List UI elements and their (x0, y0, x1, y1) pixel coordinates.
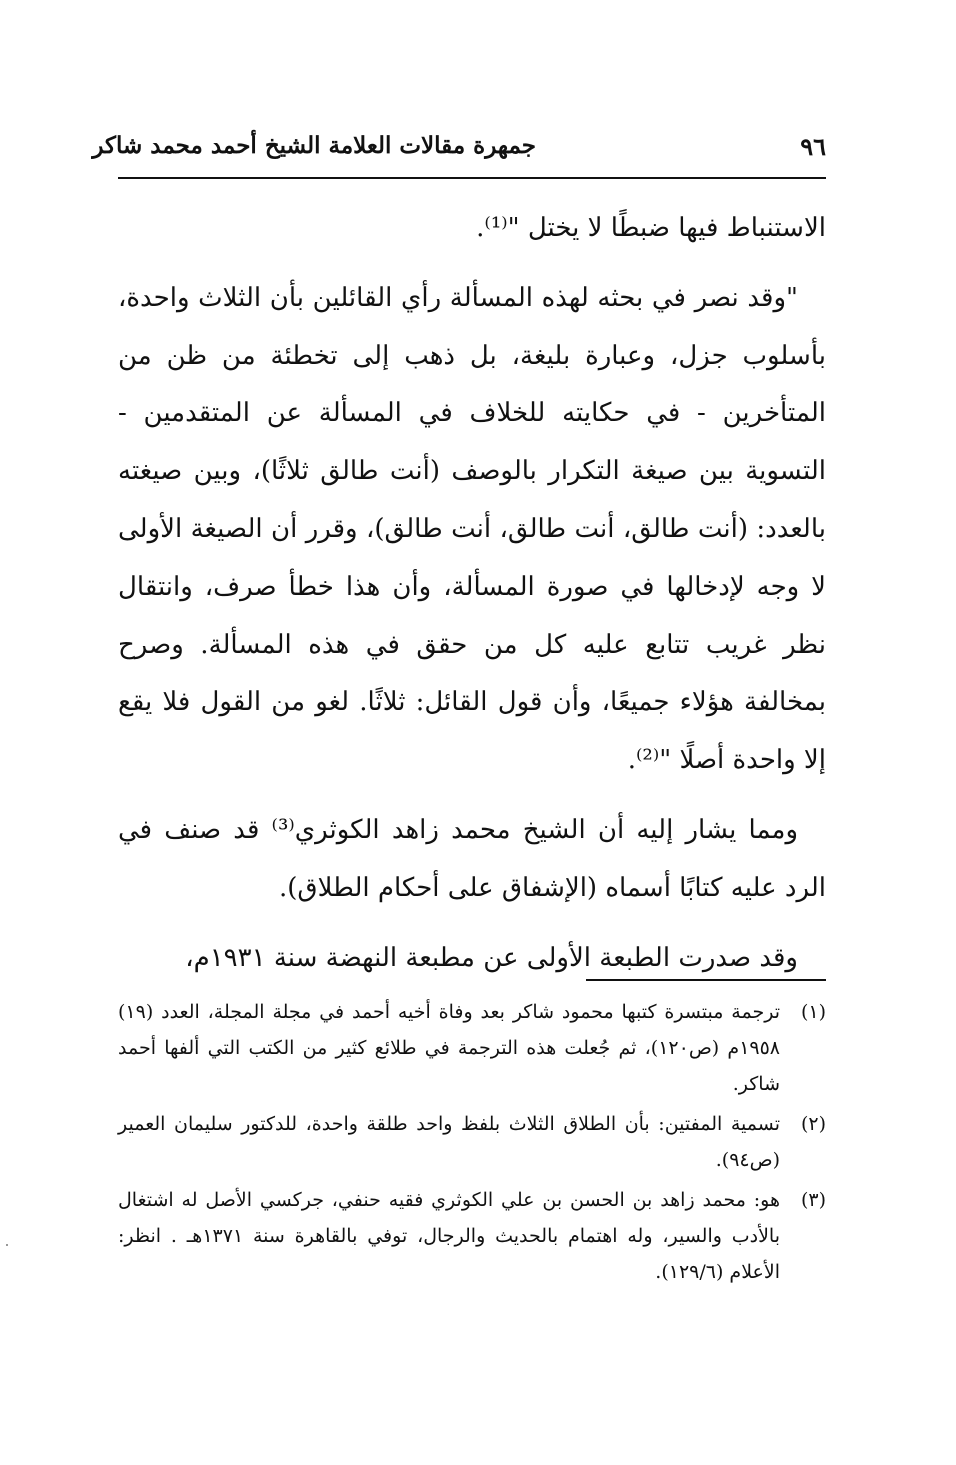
footnote-marker: (١) (800, 1001, 826, 1023)
book-page (92, 0, 826, 1465)
footnote-1 (118, 994, 826, 1102)
footnote-3 (118, 1182, 826, 1290)
paragraph-4: وقد صدرت الطبعة الأولى عن مطبعة النهضة سنة ١٩٣١م، (185, 942, 798, 973)
footnote-text: ترجمة مبتسرة كتبها محمود شاكر بعد وفاة أخيه أحمد في مجلة المجلة، العدد (١٩) ١٩٥٨م (ص١٢٠)، ثم جُعلت هذه الترجمة في طلائع كثير من الكتب التي ألفها أحمد شاكر. (118, 1001, 781, 1095)
header-rule (118, 177, 826, 179)
footnotes (118, 994, 826, 1294)
page-header (92, 128, 826, 172)
footnote-marker: (٣) (800, 1189, 826, 1211)
footnote-separator (586, 979, 826, 981)
body-text (118, 200, 826, 987)
footnote-text: تسمية المفتين: بأن الطلاق الثلاث بلفظ واحد طلقة واحدة، للدكتور سليمان العمير (ص٩٤). (118, 1113, 780, 1171)
running-title: جمهرة مقالات العلامة الشيخ أحمد محمد شاكر (92, 132, 536, 159)
footnote-2 (118, 1106, 826, 1178)
footnote-text: هو: محمد زاهد بن الحسن بن علي الكوثري فقيه حنفي، جركسي الأصل له اشتغال بالأدب والسير، وله اهتمام بالحديث والرجال، توفي بالقاهرة سنة ١٣٧١هـ . انظر: الأعلام (١٢٩/٦). (118, 1189, 780, 1283)
scan-speck (6, 1244, 8, 1246)
paragraph-2: "وقد نصر في بحثه لهذه المسألة رأي القائلين بأن الثلاث واحدة، بأسلوب جزل، وعبارة بليغة، بل ذهب إلى تخطئة من ظن من المتأخرين - في حكايته للخلاف في المسألة عن المتقدمين - التسوية بين صيغة التكرار بالوصف (أنت طالق ثلاثًا)، وبين صيغته بالعدد: (أنت طالق، أنت طالق، أنت طالق)، وقرر أن الصيغة الأولى لا وجه لإدخالها في صورة المسألة، وأن هذا خطأ صرف، وانتقال نظر غريب تتابع عليه كل من حقق في هذه المسألة. وصرح بمخالفة هؤلاء جميعًا، وأن قول القائل: ثلاثًا. لغو من القول فلا يقع إلا واحدة أصلًا "⁽²⁾. (118, 282, 826, 776)
paragraph-1: الاستنباط فيها ضبطًا لا يختل "⁽¹⁾. (476, 213, 826, 243)
paragraph-3: ومما يشار إليه أن الشيخ محمد زاهد الكوثري⁽³⁾ قد صنف في الرد عليه كتابًا أسماه (الإشفاق على أحكام الطلاق). (118, 814, 826, 903)
page-number: ٩٦ (800, 132, 826, 161)
footnote-marker: (٢) (800, 1113, 826, 1135)
